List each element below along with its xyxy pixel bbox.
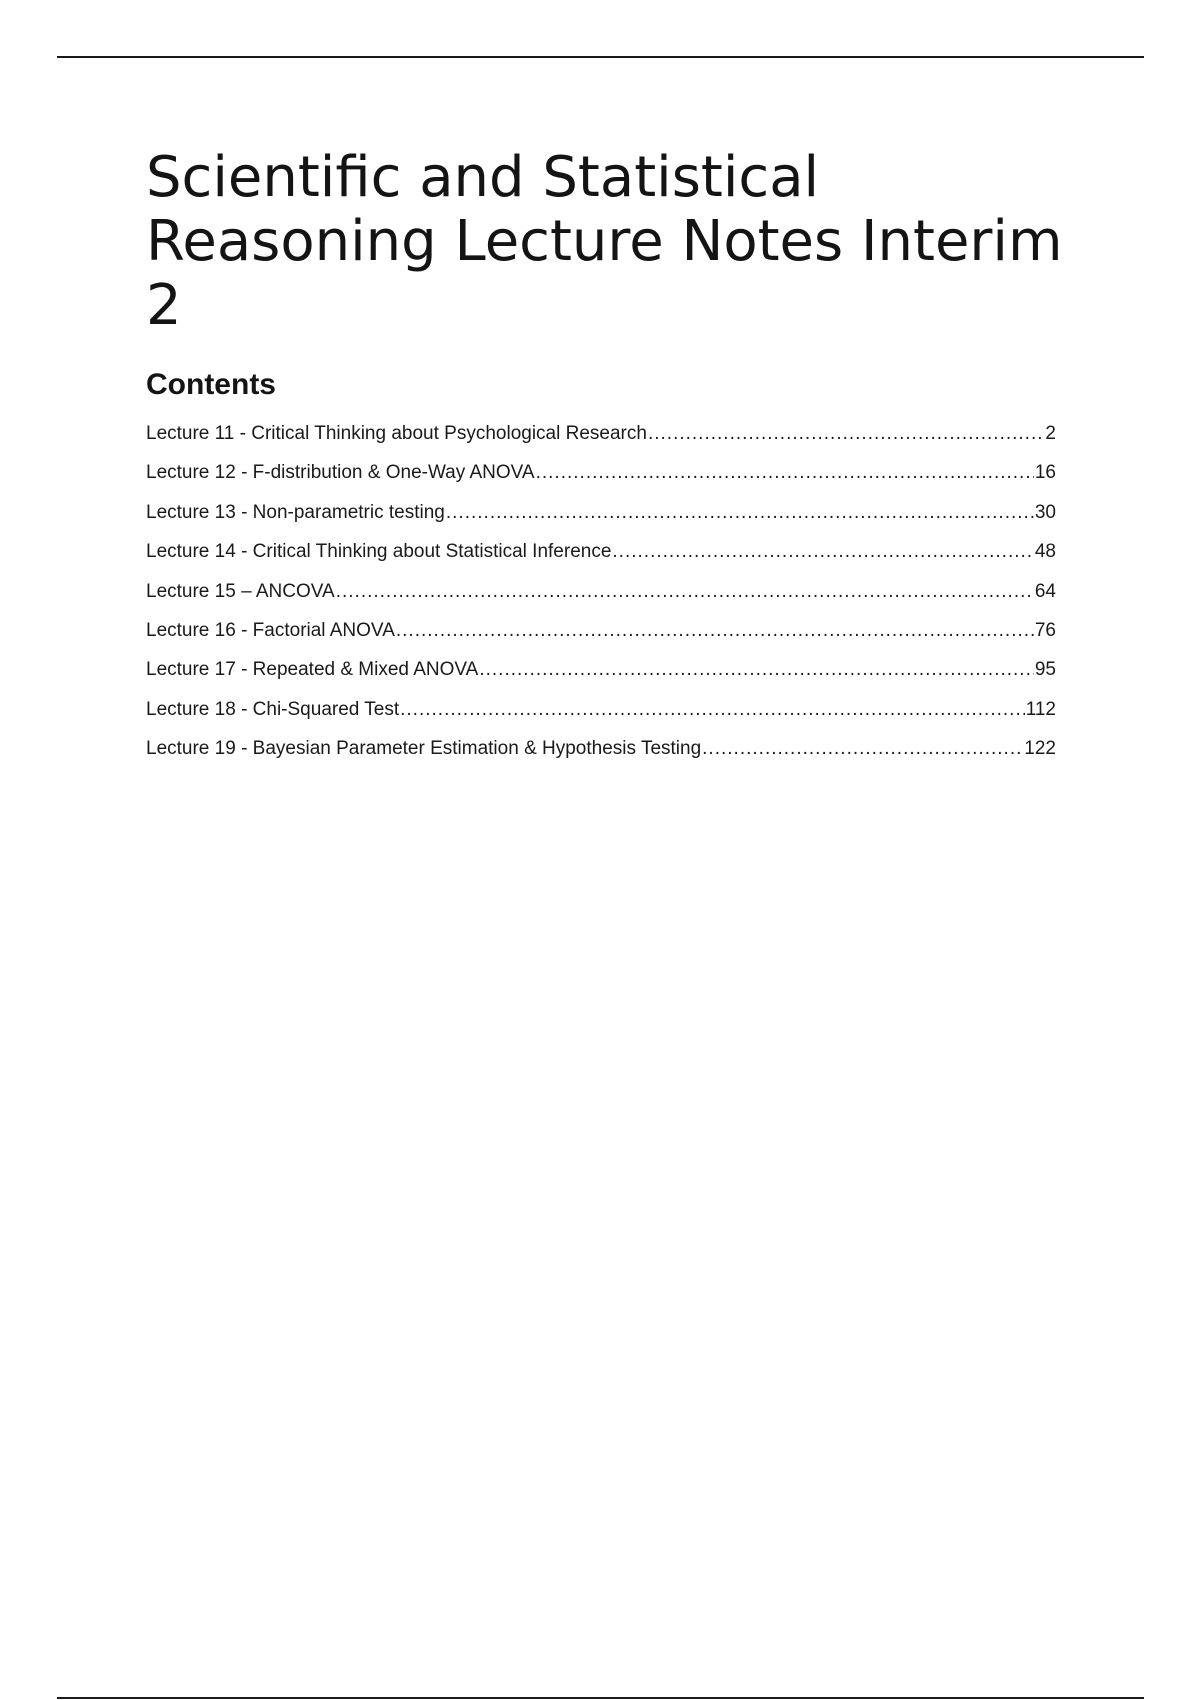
table-of-contents — [146, 414, 1056, 769]
toc-dot-leader — [702, 729, 1023, 768]
toc-entry-label: Lecture 18 - Chi-Squared Test — [146, 698, 400, 720]
toc-entry-label: Lecture 17 - Repeated & Mixed ANOVA — [146, 659, 479, 681]
toc-dot-leader — [446, 493, 1034, 532]
toc-entry-page: 30 — [1034, 501, 1056, 523]
toc-entry-label: Lecture 13 - Non-parametric testing — [146, 501, 445, 523]
top-rule — [57, 56, 1144, 58]
toc-entry[interactable] — [146, 650, 1056, 689]
toc-entry[interactable] — [146, 729, 1056, 768]
toc-dot-leader — [479, 650, 1034, 689]
toc-entry-page: 112 — [1025, 698, 1056, 720]
toc-entry[interactable] — [146, 690, 1056, 729]
toc-entry-page: 48 — [1034, 541, 1056, 563]
toc-entry-label: Lecture 16 - Factorial ANOVA — [146, 619, 395, 641]
toc-dot-leader — [648, 414, 1044, 453]
toc-entry[interactable] — [146, 572, 1056, 611]
toc-dot-leader — [396, 611, 1034, 650]
toc-dot-leader — [612, 532, 1033, 571]
toc-entry-page: 95 — [1034, 659, 1056, 681]
toc-dot-leader — [336, 572, 1034, 611]
toc-entry-label: Lecture 15 – ANCOVA — [146, 580, 335, 602]
toc-entry-label: Lecture 19 - Bayesian Parameter Estimation & Hypothesis Testing — [146, 738, 702, 760]
document-title: Scientific and Statistical Reasoning Lecture Notes Interim 2 — [146, 145, 1063, 338]
toc-entry-label: Lecture 12 - F-distribution & One-Way ANOVA — [146, 462, 535, 484]
toc-entry-label: Lecture 11 - Critical Thinking about Psychological Research — [146, 423, 647, 444]
toc-dot-leader — [536, 453, 1034, 492]
toc-entry[interactable] — [146, 453, 1056, 492]
toc-entry[interactable] — [146, 532, 1056, 571]
toc-entry-page: 122 — [1024, 738, 1056, 760]
toc-entry-label: Lecture 14 - Critical Thinking about Statistical Inference — [146, 541, 612, 563]
toc-dot-leader — [400, 690, 1025, 729]
toc-entry[interactable] — [146, 414, 1056, 453]
contents-heading: Contents — [146, 368, 276, 401]
toc-entry-page: 16 — [1034, 462, 1056, 484]
toc-entry-page: 76 — [1034, 619, 1056, 641]
toc-entry[interactable] — [146, 611, 1056, 650]
toc-entry-page: 64 — [1034, 580, 1056, 602]
bottom-rule — [57, 1697, 1144, 1699]
toc-entry[interactable] — [146, 493, 1056, 532]
toc-entry-page: 2 — [1045, 423, 1056, 444]
